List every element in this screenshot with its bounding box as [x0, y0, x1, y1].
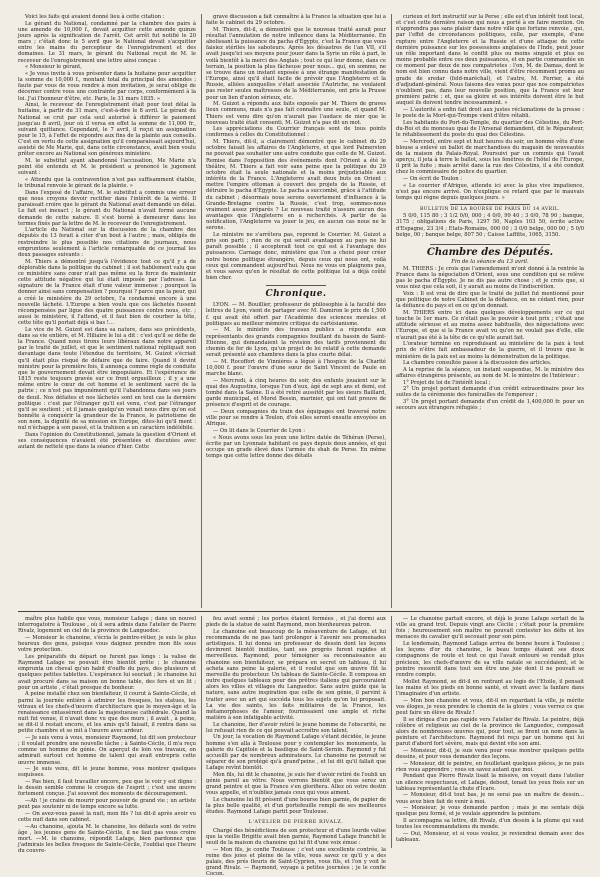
column-divider	[391, 14, 392, 608]
paragraph: — Mercredi, à cinq heures du soir, des enfants jouaient sur le quai des Augustins, lorsque l'un d'eux, âgé de sept ans et demi, est tombé dans la Saône. Il a été retiré aussitôt par les sieurs Baillard, garde municipal, et Morel Bessin, marinier, qui ont fait preuve de présence d'esprit et de courage.	[206, 377, 386, 409]
paragraph: — Mercredi, entre sept et huit heures du soir, un homme vêtu d'une blouse a enlevé un ballot de marchandises du magasin de nouveautés de la maison du Palais-Royal. Poursuivi par un commis qui l'avait aperçu, il jeta à terre le ballot, sous les fenêtres de l'hôtel de l'Europe, il prit la fuite ; mais arrêté dans la rue des Célestins, il a été conduit chez le commissaire de police du quartier.	[396, 138, 584, 176]
feuilleton-col-1	[18, 616, 196, 855]
chronique-articles	[206, 302, 386, 459]
paragraph: Le gérant du National, condamné par la chambre des pairs à une amende de 10,000 f., devait acquitter cette amende quinze jours après la signification de l'arrêt. Cet arrêt fut notifié le 20 mars ; c'était donc le 5 avril que le National devait s'acquitter entre les mains du percepteur de l'enregistrement et des domaines. Le 31 mars, le gérant du National reçut de M. le receveur de l'enregistrement une lettre ainsi conçue :	[18, 20, 196, 64]
column-2-articles	[206, 14, 386, 281]
chronique-heading: Chronique.	[265, 289, 327, 300]
feuilleton	[18, 616, 584, 877]
paragraph: — Oui, Monsieur, et si vous voulez, je reviendrai demain avec des tableaux.	[396, 830, 584, 843]
paragraph: — Monsieur le chanoine, s'écria le peintre-rétier, je suis le plus heureux des gens, puisque vous daignez prendre mon fils sous votre protection.	[18, 634, 196, 654]
paragraph: Le ministre ne s'arrêtera pas, reprend le Courrier. M. Guizot a pris son parti ; rien de ce qui serait avantageux au pays ne lui paraît possible ; il accepterait tout ce qui est à l'avantage des puissances. Carnage donc, ministère que l'on a choisi pour créer notre bonne politique étrangère, depuis ceux qui nous ont, voilà ceux qui commandent aujourd'hui. Nous ne vous en plaignons pas, et vous savez qu'en le résultat de cette politique lui a déjà coûté bien cher.	[206, 231, 386, 282]
feuilleton-col-2-text	[206, 616, 386, 816]
paragraph: À peine installé chez son bienfaiteur, il courut à Sainte-Cécile, et parmi la journée entière à admirer les fresques, les statues, les vitraux et les chefs-d'œuvre d'architecture que le moyen-âge et la renaissance entassèrent dans la majestueuse cathédrale. Quand la nuit fut venue, il n'avait donc vu que des murs ; il avait , à peine, se dit-il il restait encore, et les amis qu'il faisait, il rentra dans sa petite chambre et se mit à l'œuvre avec ardeur.	[18, 691, 196, 735]
paragraph: — Deux compagnies du train des équipages ont traversé notre ville pour se rendre à Toulon, d'où elles seront ensuite envoyées en Afrique.	[206, 408, 386, 428]
paragraph: Il accompagna sa lettre, dit Rivalz, d'un dessin à la plume qui vaut toutes les recommandations du monde.	[396, 818, 584, 831]
paragraph: M. Guizot a répondu aux faits exposés par M. Thiers de graves lieux communs, mais n'a pas fait connaître une seule, et quand M. Thiers est venu dire qu'on n'aurait pas l'audace de nier que le nouveau traité était consenti, M. Guizot n'a pas dit un mot.	[206, 101, 386, 126]
paragraph: feu avait sonné ; les portes étaient fermées , et j'ai dormi aux pieds de la statue de saint Raymond, mon bienheureux patron.	[206, 616, 386, 629]
paragraph: Les appréciations du Courrier français sont de tous points conformes à celles du Constitutionnel :	[206, 126, 386, 139]
paragraph: — On écrit de Toulon :	[403, 176, 463, 183]
feuilleton-col-2-text-b	[206, 828, 386, 877]
paragraph: Les préparatifs du départ ne furent pas longs : la valise de Raymond Lafage ne pouvait être bientôt prête ; le chanoine emprunta un cheval qu'un habit d'ouffe du pays, des plusieurs et quelques petites tablettes. L'espérance lui souriait ; le chanoine lui avait procuré dans sa maison un bonne table, des fers et un lit ; pour un artiste , c'était presque du bonheur.	[18, 653, 196, 691]
paragraph: Mollet Raymond, se dit-il en rentrant au logis de l'Etoile, il pensait les mains et les pieds en bonne santé, et vivant avec la fanfare dans l'imaginaire d'un artiste.	[396, 678, 584, 697]
paragraph: Dans l'exposé de l'affaire, M. le substitut a commis une erreur que nous croyons devoir rectifier dans l'intérêt de la vérité. Il paraissait croire que le gérant du National avait demandé un délai. Le fait est inexact ; le gérant du National n'avait formé aucune demande de cette nature. Il s'est borné à demeurer dans les termes fixés par la lettre de M. le receveur de l'enregistrement.	[18, 189, 196, 227]
paragraph: Pendant que Pierre Rivalz lisait la missive, on voyait dans l'atelier un silence respectueux, et Lafage, debout, tenait les yeux fixés sur un tableau représentant la chute d'Icare.	[396, 773, 584, 792]
paragraph: 1° Projet de loi de l'intérêt local ;	[403, 379, 491, 386]
paragraph: maître plus habile que vous, monsieur Lafage ; dans un nouvel interrogatoire à Toulouse , où il sera admis dans l'atelier de Pierre Rivalz, logement un ciel de la province de Languedoc.	[18, 616, 196, 635]
section-rule	[266, 285, 326, 286]
paragraph: Le lendemain, Raymond Lafage arriva de bonne heure à Toulouse ; les leçons d'or du chanoine, le beau temps étaient ses doux compagnons de route et tout ce qui l'avait entouré se rendait plus précieux, les chefs-d'œuvre de sa ville natale se succédaient, et le peintre ressentit dans tout son être une joie dont il ne pouvait se rendre compte.	[396, 641, 584, 678]
paragraph: — Monsieur, dit-il tout bas, je ne serai pas un maître de dessin... vous avez bien fait de venir à moi.	[396, 792, 584, 805]
column-2	[206, 14, 386, 608]
paragraph: « Nous avons sous les yeux une lettre datée de Téhéran (Perse), écrite par un Lyonnais habitant ce pays depuis deux années, et qui occupe un grade élevé dans l'armée du shah de Perse. En même temps que cette lettre donne des détails	[206, 434, 386, 459]
paragraph: — On avez-vous passé la nuit, mon fils ? lui dit-il après avoir vu cette nuit dans son cabinet.	[18, 810, 196, 823]
paragraph: Chargé des bénédictions de son protecteur et d'une lourde valise que la vieille Brigitte avait bien garnie, Raymond Lafage franchit le seuil de la maison du chanoine qui lui fit d'une voix émue :	[206, 827, 386, 846]
paragraph: « Je vous invite à vous présenter dans la huitaine pour acquitter la somme de 10,000 f., montant total du principal des amendes ; faute par vous de vous rendre à mon invitation, je serai obligé de décerner contre vous une contrainte par corps, conformément à la loi. J'ai l'honneur d'être, etc. Paris, le 31 mars 1835. »	[18, 70, 196, 102]
paragraph: Le chanoine, fier d'avoir retiré le jeune homme de l'obscurité, ne lui refusait rien de ce qui pouvait accroître son talent.	[206, 721, 386, 734]
paragraph: L'orateur termine en reproduisant au ministère de la paix à tout prix de n'être fait ambassadeur de la guerre, et il trouve que le ministère de la paix est au moins la démonstration de la politique.	[396, 341, 584, 360]
paragraph: 2° Un projet portant demande d'un crédit extraordinaire pour les suites de la cérémonie des funérailles de l'empereur ;	[396, 386, 584, 399]
paragraph: — Pas bien, il faut travailler encore, peu que le voir y est digne : le dessin semble comme le croquis de l'esprit ; c'est une œuvre fortement conçue. J'ai souvent des moments de découragement.	[18, 779, 196, 798]
paragraph: Ainsi, le receveur de l'enregistrement était pour tout délai la huitaine, à partir du 31 mars, c'est-à-dire le 8 avril. Le gérant du National se crut par cela seul autorisé à différer le paiement jusqu'au 8 avril, jour où il versa en effet la somme de 11,000 fr., suivant quittance. Cependant, le 7 avril, il reçut un assignation pour le 15, à l'effet de répondre aux fins de la plainte aux conseils. C'est en vertu de cette assignation qu'il comparaissait aujourd'hui, assisté de Me Marie, qui, dans cette circonstance, avait bien voulu prêter encore au National son généreux ministère.	[18, 102, 196, 158]
column-3-articles	[396, 14, 584, 201]
paragraph: 3° Un projet portant demande d'un crédit de 1,400,000 fr. pour un secours aux étrangers réfugiés ;	[396, 399, 584, 412]
paragraph: — Mon fils, je confie Toulouse ; c'est une excellente contrée, la reine des joies et pleine de la ville, vous savez ce qu'il y a des palais, des prés fleuris de Saint-Cyprien, vous fils, et l'on y voit le grand Rivalz. — Raymond, voyage à petites journées ; je le confie Cocon.	[206, 846, 386, 877]
column-3	[396, 14, 584, 608]
paragraph: A la reprise de la séance, un instant suspendue, M. le ministre des affaires étrangères présente, au nom de M. le ministre de l'intérieur :	[396, 366, 584, 379]
paragraph: — M. le ministre des travaux publics a répondu aux représentants des grands compagnies fouillant du bassin de Saint-Étienne, qui demandaient la révision des tarifs proviennent du chemin de fer de Lyon, qu'un projet de loi relatif à cette demande serait présenté aux chambres dans la plus courte délai.	[206, 327, 386, 358]
paragraph: grave discussion a fait connaître à la France la situation que lui a faite le cabinet du 29 octobre.	[206, 14, 386, 27]
paragraph: LYON. — M. Bouillier, professeur de philosophie à la faculté des lettres de Lyon, vient de partager avec M. Damiron le prix de 1,500 f. qui avait été offert par l'Académie des sciences morales et politiques au meilleur mémoire critique du cartésianisme.	[206, 302, 386, 327]
paragraph: — Le chanoine partait encore, et déjà le jeune Lafage sortait de la ville au grand trot. Depuis vingt ans Cécile ; c'était pour la première fois ; heureusement son maître ne pouvait contester les défis et les menaces du cavalier qu'il secouait pour son père.	[396, 616, 584, 641]
paragraph: — On lit dans le Courrier de Lyon :	[213, 427, 306, 434]
column-divider	[391, 616, 392, 848]
atelier-heading: L'ATELIER DE PIERRE RIVALZ.	[248, 818, 344, 825]
paragraph: — L'autorité a enfin fait droit aux justes réclamations de la presse : le poste de la Mort-qui-Trompe vient d'être rétabli.	[396, 106, 584, 119]
paragraph: Mon fils, lui dit le chanoine, je suis fier d'avoir retiré de l'oubli un génie pareil au vôtre. Nous verrons bientôt que vous serez un grand peintre et que la France s'en glorifiera. Allez où votre destin vous appelle, et n'oubliez jamais ceux qui vous aiment.	[206, 771, 386, 797]
paragraph: M. le substitut ayant abandonné l'accusation, Me Marie n'a point été entendu et M. le président a prononcé le jugement suivant :	[18, 158, 196, 177]
bourse-text: 5 0/0, 115 80 ; 3 1/2 0/0, 000 ; 4 0/0, 99 40 ; 3 0/0, 78 90 ; banque, 3175 ; obligations de Paris, 1297 50, Naples 103 50, écrite active d'Espagne, 23 3/4 ; Etats-Romains, 000 00 ; 3 0/0 belge, 000 00 ; 5 0/0 belge, 00 ; banque belge, 807 50 ; Caisse Laffitte, 1065, 3150.	[396, 213, 584, 238]
paragraph: « Monsieur le gérant,	[25, 64, 82, 71]
chamber-rule	[430, 244, 550, 245]
paragraph: Il se dirigea d'un pas rapide vers l'atelier de Rivalz. Le peintre, déjà célèbre et religieux au ciel de la province de Languedoc, composait alors de nombreuses œuvres qui, pour tout, se firent un nom dans la peinture et l'architecture. Raymond fut reçu par un homme qui lui parut d'abord fort sévère, mais qui devint vite son ami.	[396, 716, 584, 748]
paragraph: « Le courrier d'Afrique, attendu ici avec la plus vive impatience, n'est pas encore arrivé. On n'explique ce retard que par le mauvais temps qui règne depuis quelques jours. »	[396, 182, 584, 202]
feuilleton-col-3	[396, 616, 584, 848]
bourse-title: BULLETIN DE LA BOURSE DE PARIS DU 14 AVRIL.	[420, 207, 560, 213]
paragraph: — Je suis venu à vous, monsieur Raymond, lui dit son protecteur ; il voulait prendre une nouvelle tâche ; à Sainte-Cécile, il m'a reçu comme un homme de génie. On aperçut de loin vos travaux, on admirait surtout cet homme de talent qui avait entrepris cette œuvre immense.	[18, 734, 196, 766]
chamber-heading: Chambre des Députés.	[426, 246, 554, 258]
paragraph: M. THIERS : Je crois que l'amendement m'ont donné à la rentrée la France dans la négociation d'Orient, sous une condition qui se relève pas le pacha d'Égypte. Je ne dis pas autre chose ; et je crois que, si vous niez que cela soit, il y aurait au moins de l'indiscrétion.	[396, 265, 584, 291]
paragraph: Voix : Il est vrai de dire que le traité de juillet fut mentionné pour que politique de notre Cabinet de la défiance, en ne cédant rien, pour la défiance du pays et en ce qu'on donnait.	[396, 290, 584, 310]
paragraph: Les habitants du Port-du-Temple, du quartier des Célestins, du Port-du-Roi et du monceau quai de l'Arsenal demandent, dit le Réparateur, le rétablissement du poste du quai des Célestins.	[396, 119, 584, 138]
paragraph: — Mon bon chanoine et vous, dit-il en regardant la ville, je mérite vos éloges, je veux prendre le chemin de la gloire ; vous verrez ce que peut faire un élève de Rivalz !	[396, 697, 584, 716]
paragraph: — Monsieur, je vous demande pardon ; mais je me sentais déjà quelque peu formé, et je voulais apprendre la peinture.	[396, 805, 584, 818]
paragraph: —Au chanoine, ajouta M. le chanoine, les défauts sont de votre âge , les jeunes gens de Sainte-Cécile, il ne faut pas vous croire mort. —M. le chanoine, répondit Lafage, bien pardonnez que j'admirais les belles fresques de Sainte-Cécile, l'oubliai que l'heure du couvre-	[18, 823, 196, 855]
column-divider	[201, 14, 202, 608]
column-divider	[201, 616, 202, 848]
paragraph: Le vice de M. Guizot est dans sa nature, dans ses précédents, dans sa vie entière, et M. Hiliaire le lui a dit : c'est qu'il se défie de la France. Quand nous tirons leurs libéraux dans notre appareil par le traité de juillet, et que le sentiment national répliquait non davantage dans toute l'étendue du territoire, M. Guizot s'écriait qu'il était plus risqué de défaire que de faire. Quand il devint ministre pour la première fois, il annonça comme règle de conduite que le gouvernement devait être impopulaire. Et l'expérience de 1815 reste toujours gravée sur ce front orgueilleux ; il y a une même entre le cœur de cet homme et le sentiment sacré de la patrie ; ce n'est pas impunément qu'il l'abandonna dans ses jours de deuil. Nos défaites et nos lâchetés sont en tout cas la dernière politique : c'est par l'étranger qu'il est venu, c'est par l'étranger qu'il se soutient ; et il jamais quelqu'un venait nous dire qu'on est honnête à conquérir la grandeur de la France, le patriotisme de son nom, la dignité de sa mission en Europe, dites-lui qu'il ment : nul n'échappe à son passé, et la trahison a un caractère indélébile.	[18, 326, 196, 432]
paragraph: — Monsieur, dit le peintre, en feuilletant quelques pièces, je ne puis rien vous apprendre ; vous en savez autant que moi.	[396, 760, 584, 773]
paragraph: M. Thiers, dit-il, a clairement démontré que le cabinet du 29 octobre faisait les affaires de l'Angleterre, et que lord Palmerston ne pouvait pas souhaiter une autre conduite que celle de M. Guizot. Remise dans l'opposition des événements dont l'Orient a été le théâtre, M. Thiers a fait voir sans peine que la politique du 29 octobre était la seule nationale et la moins préjudiciable aux intérêts de la France. L'Angleterre avait deux buts en Orient : mettre l'empire ottoman à couvert des projets de la Russie, et détruire le pacha d'Égypte. Le pacha a succombé, grâce à l'attitude du cabinet ; désormais nous serons ouvertement d'influence à la Grande-Bretagne contre la Russie, c'est trop, sommes-nous vraiment assez préparés ? Le nouveau traité n'assure aucun des avantages que l'Angleterre en a recherchés. A partir de la notification, l'Angleterre va jouer le jeu, en aucun cas nous ne le serons.	[206, 139, 386, 232]
feuilleton-rule	[18, 611, 584, 612]
paragraph: Le chanoine lui fit présent d'une bourse bien garnie, de papier de la plus belle qualité, et d'un portefeuille rempli de ses meilleures études. Raymond Lafage partit pour Toulouse.	[206, 797, 386, 816]
paragraph: — M. Rocoffort de Vinnières a légué à l'hospice de la Charité 10,000 f. pour l'œuvre d'une sœur de Saint Vincent de Paule en marche blanc.	[206, 358, 386, 377]
paragraph: L'article du National sur la discussion de la chambre des députés du 13 ferait à citer d'un bout à l'autre ; mais, obligés de restreindre le plus possible nos citations de journaux, nous empruntons seulement à l'article remarquable de ce journal les deux passages suivants :	[18, 227, 196, 258]
bourse-rule	[450, 204, 530, 205]
paragraph: Dans l'opinion du Constitutionnel, jamais la question d'Orient et ses conséquences n'avaient été présentées et discutées avec autant de netteté que dans la séance d'hier. Cette	[18, 431, 196, 451]
paragraph: —Ah ! je crains de mourir pour pouvoir de grand vie ; un artiste peut pas soutenir ni de temps encore sa lutte.	[18, 798, 196, 811]
paragraph: « Attendu que la contravention n'est pas suffisamment établie, le tribunal renvoie le gérant de la plainte. »	[18, 177, 196, 190]
chamber-articles	[396, 266, 584, 412]
paragraph: curieux et fort instructif sur la Perse ; elle est d'un intérêt tout local, et c'est cette dernière raison qui nous a porté à en faire mention. On n'apprendra pas sans plaisir dans notre ville que fortune renvoie , qui, par l'effet de circonstances politiques, celle, par exemple, d'une rupture entre l'Angleterre et la Russie et d'une attaque de cette dernière puissance sur les possessions anglaises de l'Inde, peut jouer un rôle important dans le conflit plus ou moins singulé et plus ou moins probable entre ces deux puissances, et en partie commandée en ce moment par deux de nos compatriotes : l'on, M. de Damas, dont le nom est bien connu dans notre ville, vient d'être récemment promu au grade de sredar (feld-maréchal), et l'autre, M. Ferrier, a été d'adjudant-général. Nous faisons des vœux pour que nos compatriotes n'oublient pas, dans leur nouvelle position, que la France est leur première patrie ; et, que sa gloire et ses intérêts doivent être le but auquel ils doivent tendre incessamment. »	[396, 14, 584, 107]
paragraph: — Je suis venu, dit le jeune homme, vous montrer quelques esquisses.	[18, 766, 196, 779]
paragraph: Un jour, la vocation de Raymond Lafage s'étant décidée, le jeune homme s'en alla à Toulouse pour y contempler les monuments, la galerie du Capitole et la basilique de Saint-Sernin. Raymond y fut accueilli par de nombreux admirateurs. Le chanoine ne pouvait se séparer de son protégé qu'à grand'peine , et lui dit qu'il fallait que Lafage revînt bientôt.	[206, 734, 386, 772]
feuilleton-col-2	[206, 616, 386, 877]
paragraph: La chambre consultée passe à la discussion des articles.	[403, 360, 552, 367]
chamber-subheading: Fin de la séance du 13 avril.	[451, 258, 529, 265]
paragraph: M. Thiers, dit-il, a démontré que le nouveau traité aurait pour résultat l'annulation de notre influence dans la Méditerranée. En abolissant la puissance du pacha d'Égypte, c'est la France que vous faisiez stériles les saboteurs. Après les désastres de l'an VII, s'il avait jusqu'ici ses moyens pour jouer dans la Syrie un rôle à part, le voilà bientôt à la merci des Anglais ; tout ce qui leur donne, dans ce terrain, la position la plus fâcheuse pour nous... qui, en somme, ne se trouve dans un instant exposée à une étrange manifestation de l'Europe, ainsi qu'il était facile de prévoir que l'Angleterre et la Russie, alliées auxquelles s'était associée l'Autriche, ne voulaient pas rester seules maîtresses de la Méditerranée, ont pris la Prusse pour un lien d'union sérieux, etc.	[206, 26, 386, 101]
column-1	[18, 14, 196, 608]
paragraph: M. THIERS entre ici dans quelques développements sur ce qui touche le 1er mars. Ce n'était pas le pouvoir à tout prix ; c'était une attitude sérieuse et au moins assez habituelle, des négociations avec l'Europe, et que si la France avait vu qu'on ne voulait pas d'elle, elle n'aurait pas été à la tête de ce qu'elle aurait fait.	[396, 309, 584, 341]
paragraph: Le chanoine eut beaucoup de la mésaventure de Lafage, et lui recommanda de ne pas tant prolonger à l'avenir ses promenades artistiques. Il lui donna un professeur de dessin dont les leçons devinrent bientôt inutiles, tant ses progrès furent rapides et merveilleux. Raymond, pour témoigner sa reconnaissance au chanoine son bienfaiteur, se prépara en secret un tableau, il lui acheta sans peine la galerie, et il voulut que son œuvre fût la merveille du protecteur. Un tableau de Sainte-Cécile. Il composa en outre quelques tableaux pour des prêtres italiens qui parcouraient alors les villes et villages du Languedoc. Sans autre guide que la nature, sans autre inspiration que celle de son génie, il parvint à traiter avec un art qui succéda tous les sujets qu'on lui proposait. La vie des saints, les faits militaires de la France, les métamorphoses de l'amour, fournissaient une ample et riche matière à son infatigable activité.	[206, 628, 386, 721]
paragraph: Voici les faits qui avaient donné lieu à cette citation :	[25, 14, 165, 20]
paragraph: M. Thiers a démontré jusqu'à l'évidence tout ce qu'il y a de déplorable dans la politique du cabinet ; il est habilement valu que ce ministère sans cœur n'ait pas même eu la force de maintenir cette attitude négative qui lui était imposée par l'adresse. La signature de la France était d'une valeur immense ; pourquoi la donner ainsi sans compensation ? pourquoi ? parce que la peur, qui a créé le ministère du 29 octobre, l'a condamné encore à une nouvelle lâcheté. L'Europe a bien voulu que ces lâchetés fussent récompensées par ligue des quatre puissances contre nous, etc. ; aussi le ministère, il l'attend, et il faut bien de courber la tête, cette tête qu'il portait déjà si bas !...	[18, 258, 196, 327]
paragraph: — Monsieur, dit-il, je suis venu pour vous montrer quelques petits dessins, et pour vous demander des leçons.	[396, 747, 584, 760]
